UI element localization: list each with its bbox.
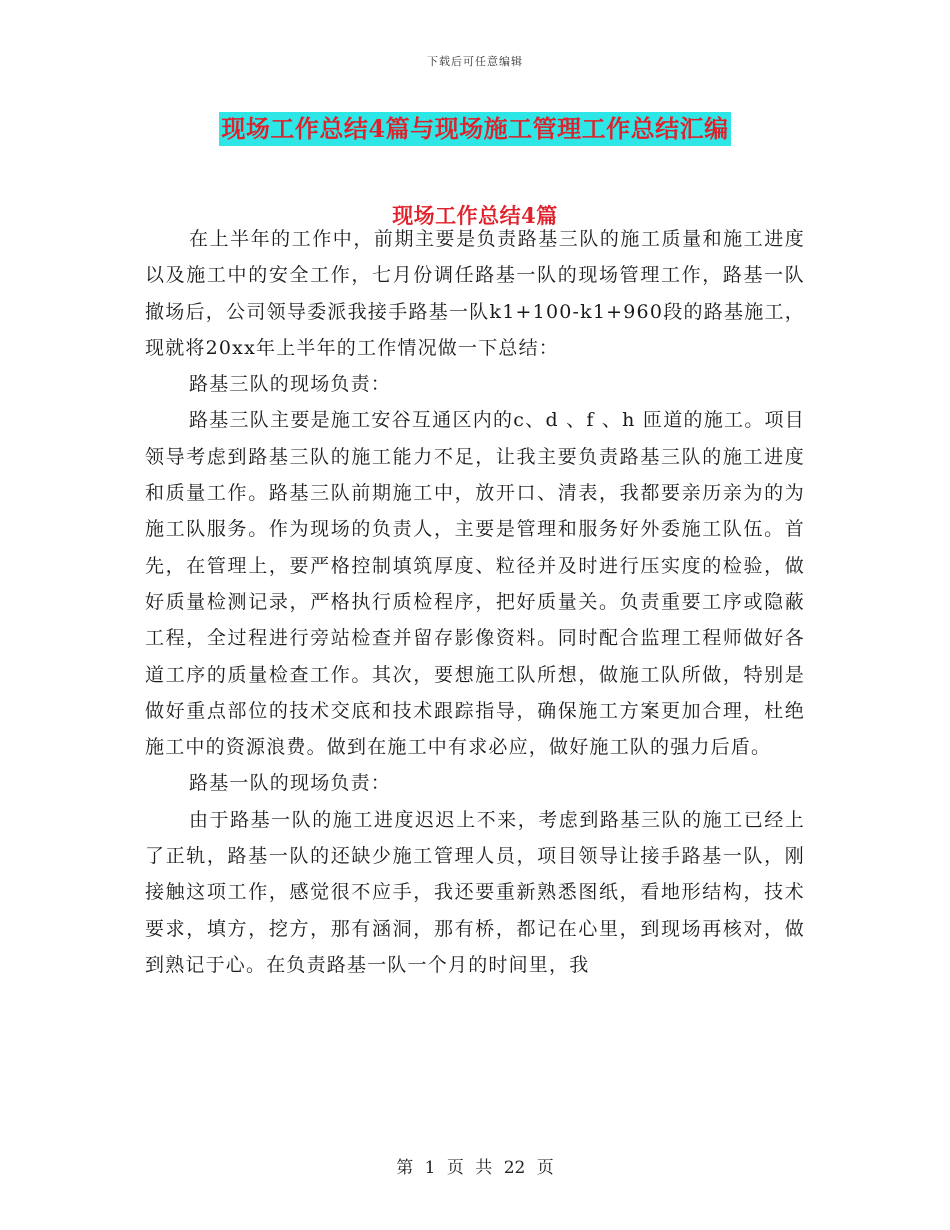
paragraph-team-three: 路基三队主要是施工安谷互通区内的c、d 、f 、h 匝道的施工。项目领导考虑到路基三队的施工能力不足，让我主要负责路基三队的施工进度和质量工作。路基三队前期施工中，放开口、清表，我都要亲历亲为的为施工队服务。作为现场的负责人，主要是管理和服务好外委施工队伍。首先，在管理上，要严格控制填筑厚度、粒径并及时进行压实度的检验，做好质量检测记录，严格执行质检程序，把好质量关。负责重要工序或隐蔽工程，全过程进行旁站检查并留存影像资料。同时配合监理工程师做好各道工序的质量检查工作。其次，要想施工队所想，做施工队所做，特别是做好重点部位的技术交底和技术跟踪指导，确保施工方案更加合理，杜绝施工中的资源浪费。做到在施工中有求必应，做好施工队的强力后盾。 (145, 409, 805, 759)
paragraph-team-one: 由于路基一队的施工进度迟迟上不来，考虑到路基三队的施工已经上了正轨，路基一队的还缺少施工管理人员，项目领导让接手路基一队，刚接触这项工作，感觉很不应手，我还要重新熟悉图纸，看地形结构，技术要求，填方，挖方，那有涵洞，那有桥，都记在心里，到现场再核对，做到熟记于心。在负责路基一队一个月的时间里，我 (145, 808, 805, 976)
document-title: 现场工作总结4篇与现场施工管理工作总结汇编 (219, 112, 730, 146)
page-footer: 第 1 页 共 22 页 (396, 1158, 554, 1178)
document-title-container (0, 112, 950, 146)
paragraph-heading-team-three: 路基三队的现场负责： (189, 373, 392, 396)
section-title: 现场工作总结4篇 (392, 203, 558, 228)
page-header-note: 下载后可任意编辑 (427, 55, 523, 68)
paragraph-intro: 在上半年的工作中，前期主要是负责路基三队的施工质量和施工进度以及施工中的安全工作，七月份调任路基一队的现场管理工作，路基一队撤场后，公司领导委派我接手路基一队k1+100-k1+960段的路基施工，现就将20xx年上半年的工作情况做一下总结： (145, 228, 805, 359)
document-body (145, 221, 805, 983)
paragraph-heading-team-one: 路基一队的现场负责： (189, 772, 392, 795)
